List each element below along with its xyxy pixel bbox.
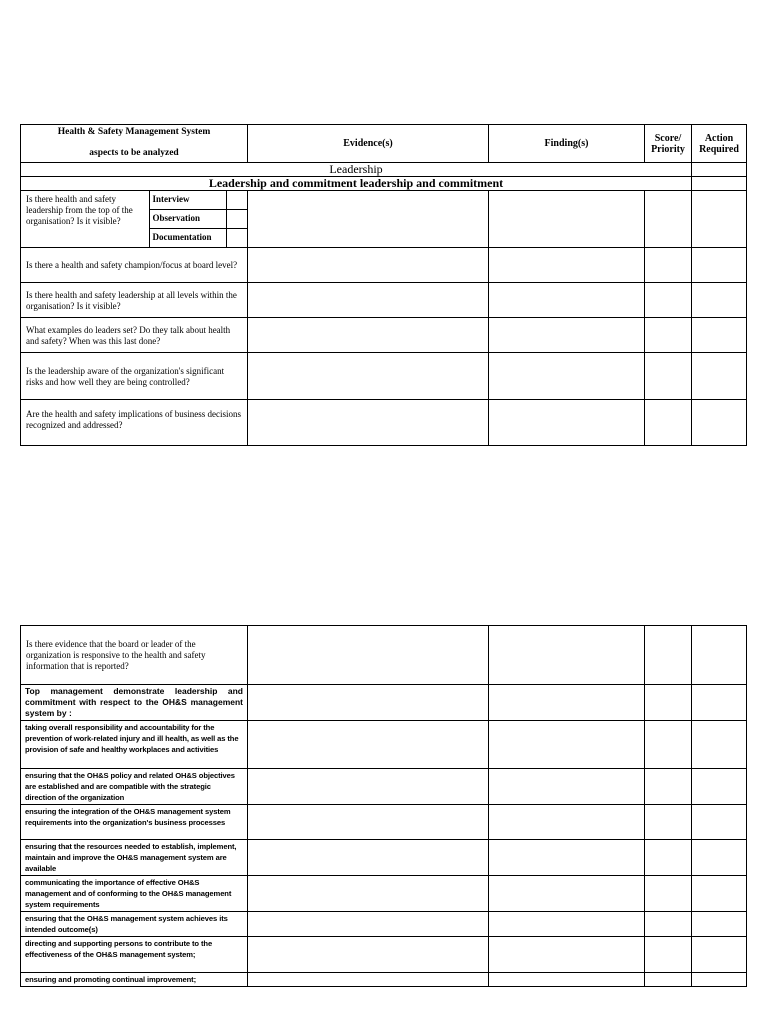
section-subtitle-row: [21, 177, 747, 191]
action-cell[interactable]: [692, 353, 747, 400]
score-cell[interactable]: [645, 937, 692, 973]
finding-cell[interactable]: [489, 876, 645, 912]
finding-cell[interactable]: [489, 937, 645, 973]
finding-cell[interactable]: [489, 912, 645, 937]
method-interview-box[interactable]: [226, 191, 248, 209]
question-with-methods-cell: [21, 191, 248, 248]
aspects-header-line2: aspects to be analyzed: [89, 148, 179, 158]
evidence-cell[interactable]: [248, 626, 489, 685]
score-header-line2: Priority: [651, 143, 685, 155]
score-cell[interactable]: [645, 769, 692, 805]
section-title: Leadership: [21, 163, 692, 177]
requirement-row: [21, 721, 747, 769]
action-cell[interactable]: [692, 805, 747, 840]
method-interview: Interview: [149, 191, 226, 209]
action-required-header: [692, 125, 747, 163]
finding-cell[interactable]: [489, 400, 645, 446]
action-cell[interactable]: [692, 626, 747, 685]
finding-cell[interactable]: [489, 685, 645, 721]
method-documentation-box[interactable]: [226, 229, 248, 248]
method-observation-box[interactable]: [226, 209, 248, 228]
finding-cell[interactable]: [489, 973, 645, 987]
score-priority-header: [645, 125, 692, 163]
finding-cell[interactable]: [489, 353, 645, 400]
action-cell[interactable]: [692, 769, 747, 805]
evidence-cell[interactable]: [248, 973, 489, 987]
question-methods-grid: [21, 191, 248, 247]
evidence-cell[interactable]: [248, 840, 489, 876]
question-text: Is there health and safety leadership from the top of the organisation? Is it visible?: [21, 191, 149, 247]
question-row: [21, 283, 747, 318]
requirement-row: [21, 876, 747, 912]
question-row: [21, 318, 747, 353]
evidence-header: Evidence(s): [248, 125, 489, 163]
score-cell[interactable]: [645, 876, 692, 912]
evidence-cell[interactable]: [248, 283, 489, 318]
evidence-cell[interactable]: [248, 937, 489, 973]
action-cell[interactable]: [692, 973, 747, 987]
requirement-row: [21, 805, 747, 840]
action-cell[interactable]: [692, 876, 747, 912]
finding-cell[interactable]: [489, 283, 645, 318]
question-text: Is there a health and safety champion/focus at board level?: [21, 248, 248, 283]
evidence-cell[interactable]: [248, 685, 489, 721]
evidence-cell[interactable]: [248, 805, 489, 840]
method-documentation: Documentation: [152, 232, 212, 242]
requirement-row: [21, 912, 747, 937]
management-commitment-table: [20, 625, 747, 987]
evidence-cell[interactable]: [248, 191, 489, 248]
action-cell[interactable]: [692, 283, 747, 318]
requirement-row: [21, 840, 747, 876]
question-row: [21, 353, 747, 400]
evidence-cell[interactable]: [248, 353, 489, 400]
finding-cell[interactable]: [489, 840, 645, 876]
requirement-text: ensuring the integration of the OH&S management system requirements into the organization's business processes: [21, 805, 248, 840]
finding-cell[interactable]: [489, 248, 645, 283]
top-management-statement: Top management demonstrate leadership and commitment with respect to the OH&S management system by :: [21, 685, 248, 721]
leadership-checklist-table: [20, 124, 747, 446]
requirement-text: communicating the importance of effective OH&S management and of conforming to the OH&S management system requirements: [21, 876, 248, 912]
score-header-line1: Score/: [654, 132, 682, 144]
table-header-row: [21, 125, 747, 163]
empty-cell: [692, 177, 747, 191]
score-cell[interactable]: [645, 353, 692, 400]
question-row: [21, 248, 747, 283]
requirement-text: directing and supporting persons to contribute to the effectiveness of the OH&S management system;: [21, 937, 248, 973]
action-cell[interactable]: [692, 191, 747, 248]
action-cell[interactable]: [692, 721, 747, 769]
top-management-row: [21, 685, 747, 721]
finding-cell[interactable]: [489, 318, 645, 353]
score-cell[interactable]: [645, 283, 692, 318]
score-cell[interactable]: [645, 318, 692, 353]
evidence-cell[interactable]: [248, 248, 489, 283]
requirement-text: ensuring that the resources needed to establish, implement, maintain and improve the OH&S management system are available: [21, 840, 248, 876]
finding-header: Finding(s): [489, 125, 645, 163]
evidence-cell[interactable]: [248, 876, 489, 912]
question-text: Is there evidence that the board or leader of the organization is responsive to the health and safety information that is reported?: [21, 626, 248, 685]
finding-cell[interactable]: [489, 769, 645, 805]
action-cell[interactable]: [692, 912, 747, 937]
action-cell[interactable]: [692, 685, 747, 721]
finding-cell[interactable]: [489, 805, 645, 840]
score-cell[interactable]: [645, 912, 692, 937]
requirement-text: ensuring that the OH&S management system achieves its intended outcome(s): [21, 912, 248, 937]
action-header-line1: Action: [704, 132, 734, 144]
question-row: [21, 626, 747, 685]
action-cell[interactable]: [692, 400, 747, 446]
evidence-cell[interactable]: [248, 912, 489, 937]
question-text: Are the health and safety implications of business decisions recognized and addressed?: [21, 400, 248, 446]
score-cell[interactable]: [645, 805, 692, 840]
section-subtitle: Leadership and commitment leadership and commitment: [21, 177, 692, 191]
requirement-row: [21, 769, 747, 805]
requirement-row: [21, 973, 747, 987]
requirement-text: ensuring and promoting continual improvement;: [21, 973, 248, 987]
question-row: [21, 191, 747, 248]
action-cell[interactable]: [692, 318, 747, 353]
action-cell[interactable]: [692, 248, 747, 283]
finding-cell[interactable]: [489, 191, 645, 248]
evidence-cell[interactable]: [248, 721, 489, 769]
score-cell[interactable]: [645, 973, 692, 987]
aspects-header: [21, 125, 248, 163]
score-cell[interactable]: [645, 248, 692, 283]
question-row: [21, 400, 747, 446]
section-title-row: [21, 163, 747, 177]
empty-cell: [692, 163, 747, 177]
question-text: Is there health and safety leadership at all levels within the organisation? Is it visible?: [21, 283, 248, 318]
question-text: Is the leadership aware of the organization's significant risks and how well they are being controlled?: [21, 353, 248, 400]
score-cell[interactable]: [645, 400, 692, 446]
evidence-cell[interactable]: [248, 769, 489, 805]
evidence-cell[interactable]: [248, 400, 489, 446]
evidence-cell[interactable]: [248, 318, 489, 353]
method-observation: Observation: [149, 209, 226, 228]
finding-cell[interactable]: [489, 626, 645, 685]
score-cell[interactable]: [645, 685, 692, 721]
aspects-header-line1: Health & Safety Management System: [57, 127, 211, 137]
finding-cell[interactable]: [489, 721, 645, 769]
question-text: What examples do leaders set? Do they talk about health and safety? When was this last done?: [21, 318, 248, 353]
requirement-text: ensuring that the OH&S policy and related OH&S objectives are established and are compatible with the strategic direction of the organization: [21, 769, 248, 805]
score-cell[interactable]: [645, 721, 692, 769]
requirement-row: [21, 937, 747, 973]
action-header-line2: Required: [699, 143, 739, 155]
action-cell[interactable]: [692, 840, 747, 876]
score-cell[interactable]: [645, 626, 692, 685]
action-cell[interactable]: [692, 937, 747, 973]
requirement-text: taking overall responsibility and accountability for the prevention of work-related injury and ill health, as well as the provision of safe and healthy workplaces and activities: [21, 721, 248, 769]
score-cell[interactable]: [645, 191, 692, 248]
score-cell[interactable]: [645, 840, 692, 876]
